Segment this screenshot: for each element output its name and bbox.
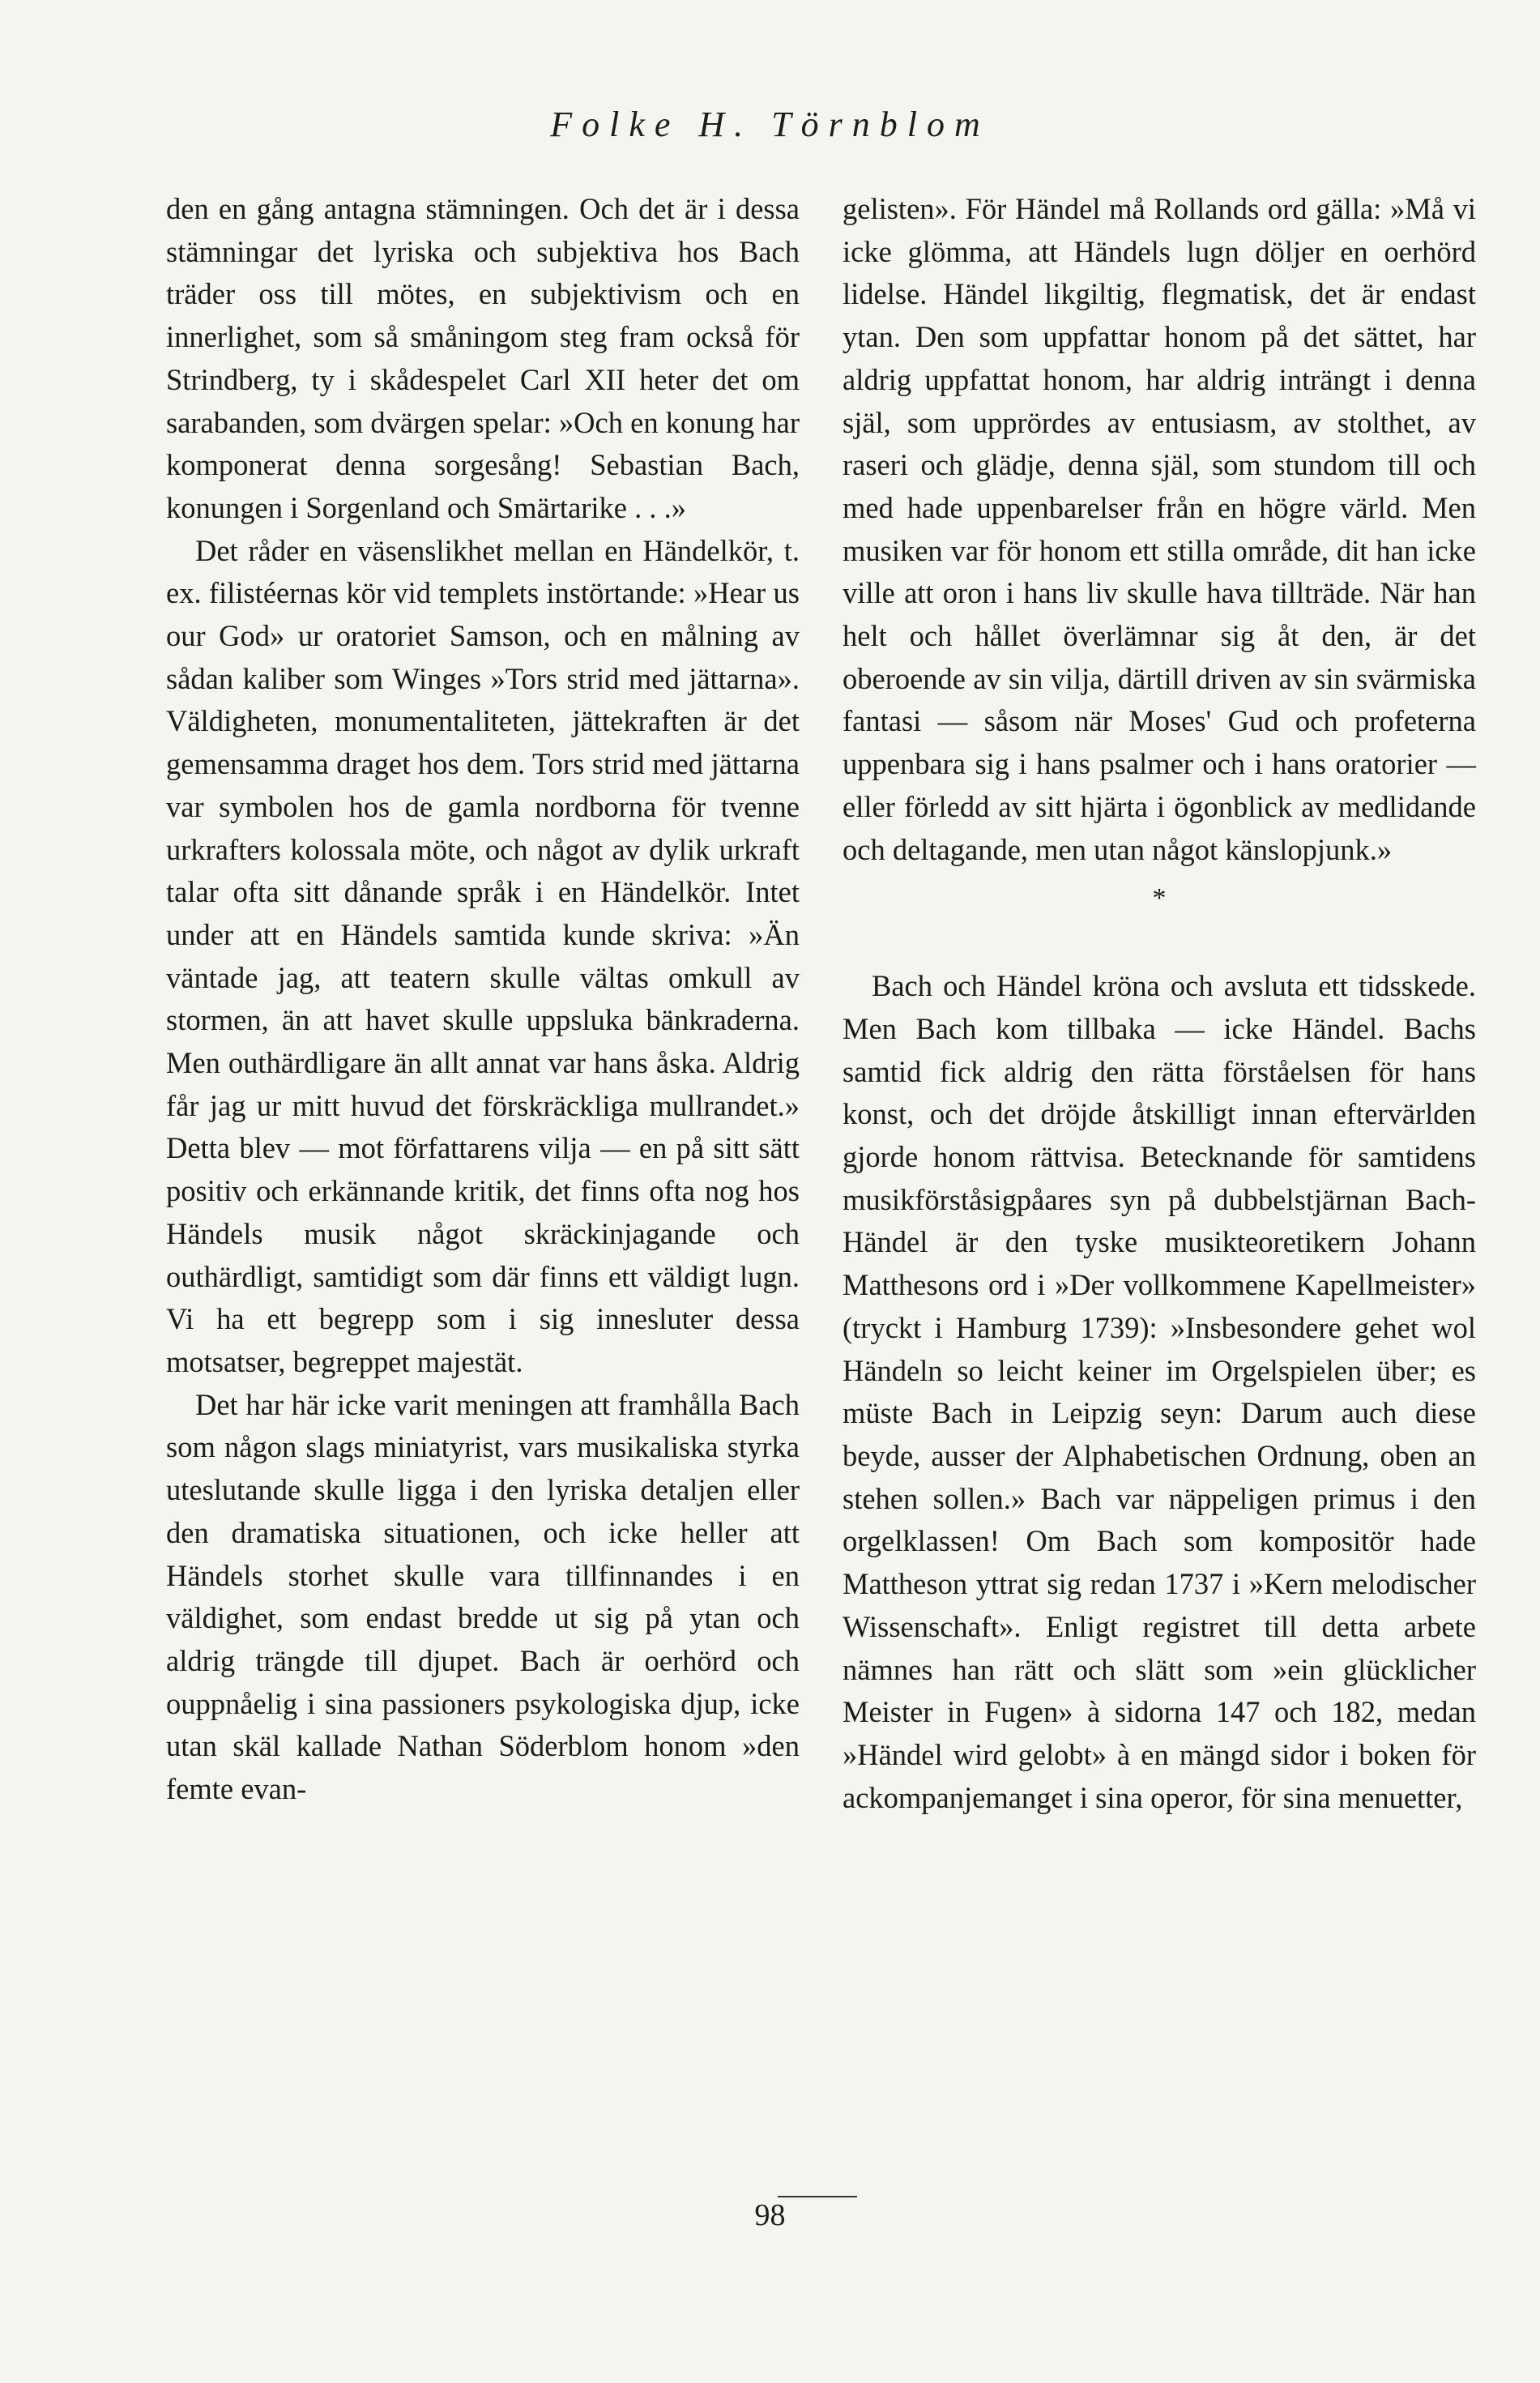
right-column	[843, 188, 1476, 1819]
paragraph: Det råder en väsenslikhet mellan en Händelkör, t. ex. filistéernas kör vid templets instörtande: »Hear us our God» ur oratoriet Samson, och en målning av sådan kaliber som Winges »Tors strid med jättarna». Väldigheten, monumentaliteten, jättekraften är det gemensamma draget hos dem. Tors strid med jättarna var symbolen hos de gamla nordborna för tvenne urkrafters kolossala möte, och något av dylik urkraft talar ofta sitt dånande språk i en Händelkör. Intet under att en Händels samtida kunde skriva: »Än väntade jag, att teatern skulle vältas omkull av stormen, än att havet skulle uppsluka bänkraderna. Men outhärdligare än allt annat var hans åska. Aldrig får jag ur mitt huvud det förskräckliga mullrandet.» Detta blev — mot författarens vilja — en på sitt sätt positiv och erkännande kritik, det finns ofta nog hos Händels musik något skräckinjagande och outhärdligt, samtidigt som där finns ett väldigt lugn. Vi ha ett begrepp som i sig innesluter dessa motsatser, begreppet majestät.	[166, 533, 800, 1378]
paragraph: den en gång antagna stämningen. Och det är i dessa stämningar det lyriska och subjektiva hos Bach träder oss till mötes, en subjektivism och en innerlighet, som så småningom steg fram också för Strindberg, ty i skådespelet Carl XII heter det om sarabanden, som dvärgen spelar: »Och en konung har komponerat denna sorgesång! Sebastian Bach, konungen i Sorgenland och Smärtarike . . .»	[166, 192, 800, 524]
section-separator: *	[1152, 883, 1167, 914]
running-header: Folke H. Törnblom	[550, 105, 990, 144]
left-column	[166, 188, 800, 1811]
page-number: 98	[754, 2198, 786, 2232]
paragraph: Det har här icke varit meningen att framhålla Bach som någon slags miniatyrist, vars musikaliska styrka uteslutande skulle ligga i den lyriska detaljen eller den dramatiska situationen, och icke heller att Händels storhet skulle vara tillfinnandes i en väldighet, som endast bredde ut sig på ytan och aldrig trängde till djupet. Bach är oerhörd och ouppnåelig i sina passioners psykologiska djup, icke utan skäl kallade Nathan Söderblom honom »den femte evan-	[166, 1387, 800, 1806]
paragraph: Bach och Händel kröna och avsluta ett tidsskede. Men Bach kom tillbaka — icke Händel. Bachs samtid fick aldrig den rätta förståelsen för hans konst, och det dröjde åtskilligt innan eftervärlden gjorde honom rättvisa. Betecknande för samtidens musikförståsigpåares syn på dubbelstjärnan Bach-Händel är den tyske musikteoretikern Johann Matthesons ord i »Der vollkommene Kapellmeister» (tryckt i Hamburg 1739): »Insbesondere gehet wol Händeln so leicht keiner im Orgelspielen über; es müste Bach in Leipzig seyn: Darum auch diese beyde, ausser der Alphabetischen Ordnung, oben an stehen sollen.» Bach var näppeligen primus i den orgelklassen! Om Bach som kompositör hade Mattheson yttrat sig redan 1737 i »Kern melodischer Wissenschaft». Enligt registret till detta arbete nämnes han rätt och slätt som »ein glücklicher Meister in Fugen» à sidorna 147 och 182, medan »Händel wird gelobt» à en mängd sidor i boken för ackompanjemanget i sina operor, för sina menuetter,	[843, 969, 1476, 1814]
paragraph: gelisten». För Händel må Rollands ord gälla: »Må vi icke glömma, att Händels lugn döljer en oerhörd lidelse. Händel likgiltig, flegmatisk, det är endast ytan. Den som uppfattar honom på det sättet, har aldrig uppfattat honom, har aldrig inträngt i denna själ, som upprördes av entusiasm, av stolthet, av raseri och glädje, denna själ, som stundom till och med hade uppenbarelser från en högre värld. Men musiken var för honom ett stilla område, dit han icke ville att oron i hans liv skulle hava tillträde. När han helt och hållet överlämnar sig åt den, är det oberoende av sin vilja, därtill driven av sin svärmiska fantasi — såsom när Moses' Gud och profeterna uppenbara sig i hans psalmer och i hans oratorier — eller förledd av sitt hjärta i ögonblick av medlidande och deltagande, men utan något känslopjunk.»	[843, 192, 1476, 866]
